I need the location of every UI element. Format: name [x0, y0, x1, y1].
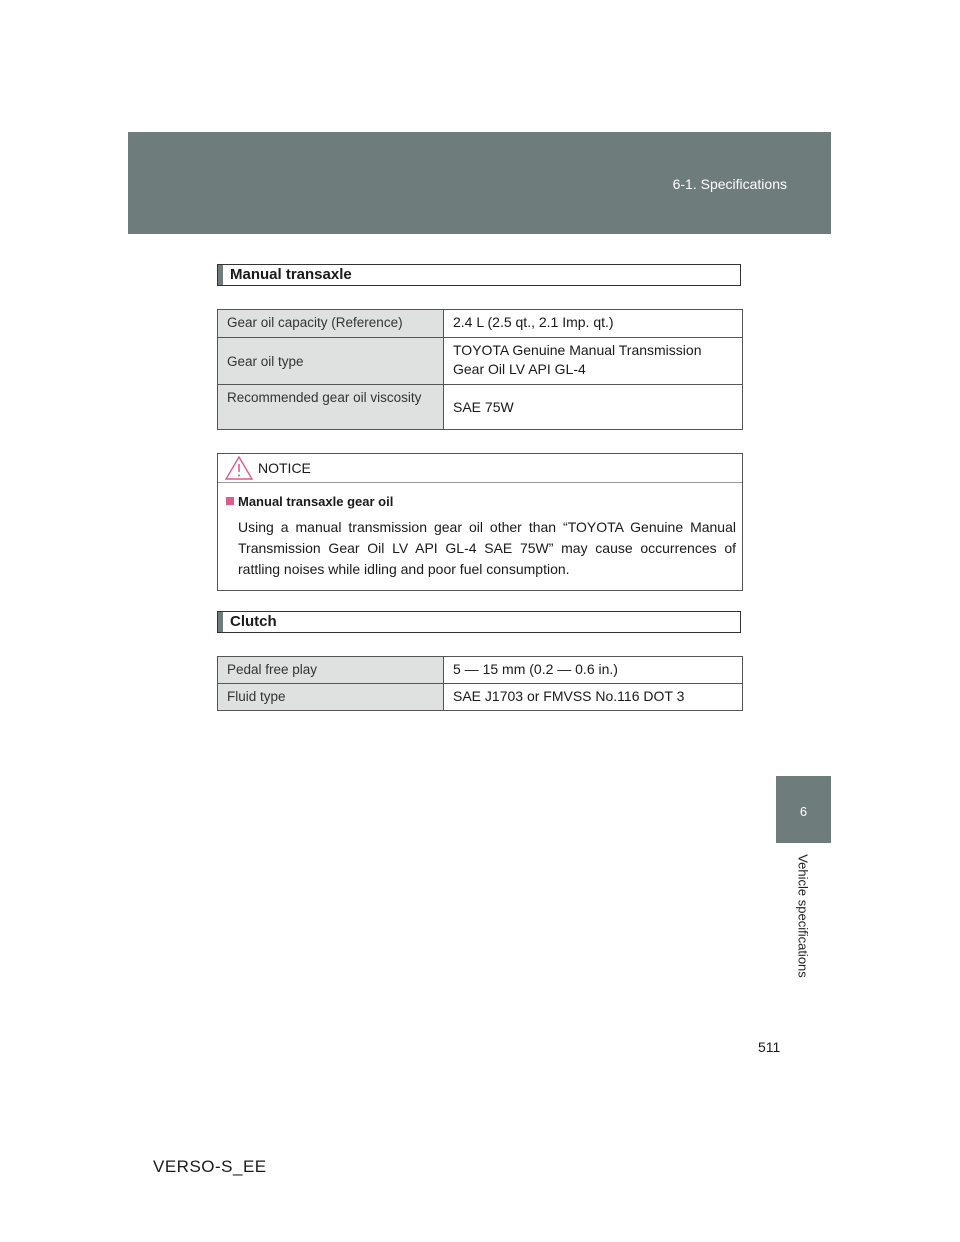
section-heading-manual-transaxle	[217, 264, 741, 286]
spec-label: Pedal free play	[218, 657, 444, 684]
clutch-table	[217, 656, 743, 711]
chapter-tab	[776, 776, 831, 843]
spec-label: Recommended gear oil viscosity	[218, 385, 444, 430]
spec-label: Gear oil capacity (Reference)	[218, 310, 444, 338]
model-code: VERSO-S_EE	[153, 1157, 267, 1176]
header-band	[128, 132, 831, 234]
heading-text: Manual transaxle	[230, 266, 352, 283]
section-title: 6-1. Specifications	[672, 176, 787, 192]
chapter-number: 6	[799, 804, 808, 819]
notice-header	[218, 454, 742, 483]
page-number: 511	[758, 1039, 781, 1055]
notice-subheading: Manual transaxle gear oil	[238, 494, 394, 509]
table-row	[218, 310, 743, 338]
spec-value: SAE J1703 or FMVSS No.116 DOT 3	[444, 684, 743, 711]
warning-triangle-icon	[225, 456, 253, 485]
notice-box	[217, 453, 743, 591]
spec-value: 5 — 15 mm (0.2 — 0.6 in.)	[444, 657, 743, 684]
spec-value: SAE 75W	[444, 385, 743, 430]
manual-transaxle-table	[217, 309, 743, 430]
spec-value: TOYOTA Genuine Manual Transmission Gear Oil LV API GL-4	[444, 338, 743, 385]
spec-label: Gear oil type	[218, 338, 444, 385]
chapter-label: Vehicle specifications	[795, 854, 811, 978]
heading-accent-bar	[218, 612, 223, 632]
table-row	[218, 684, 743, 711]
bullet-square-icon	[226, 497, 234, 505]
notice-title: NOTICE	[258, 460, 311, 476]
spec-label: Fluid type	[218, 684, 444, 711]
section-heading-clutch	[217, 611, 741, 633]
heading-text: Clutch	[230, 613, 277, 630]
table-row	[218, 338, 743, 385]
table-row	[218, 657, 743, 684]
heading-accent-bar	[218, 265, 223, 285]
spec-value: 2.4 L (2.5 qt., 2.1 Imp. qt.)	[444, 310, 743, 338]
table-row	[218, 385, 743, 430]
notice-body: Using a manual transmission gear oil other than “TOYOTA Genuine Manual Transmission Gear Oil LV API GL-4 SAE 75W” may cause occurrences of rattling noises while idling and poor fuel consumption.	[238, 519, 736, 577]
